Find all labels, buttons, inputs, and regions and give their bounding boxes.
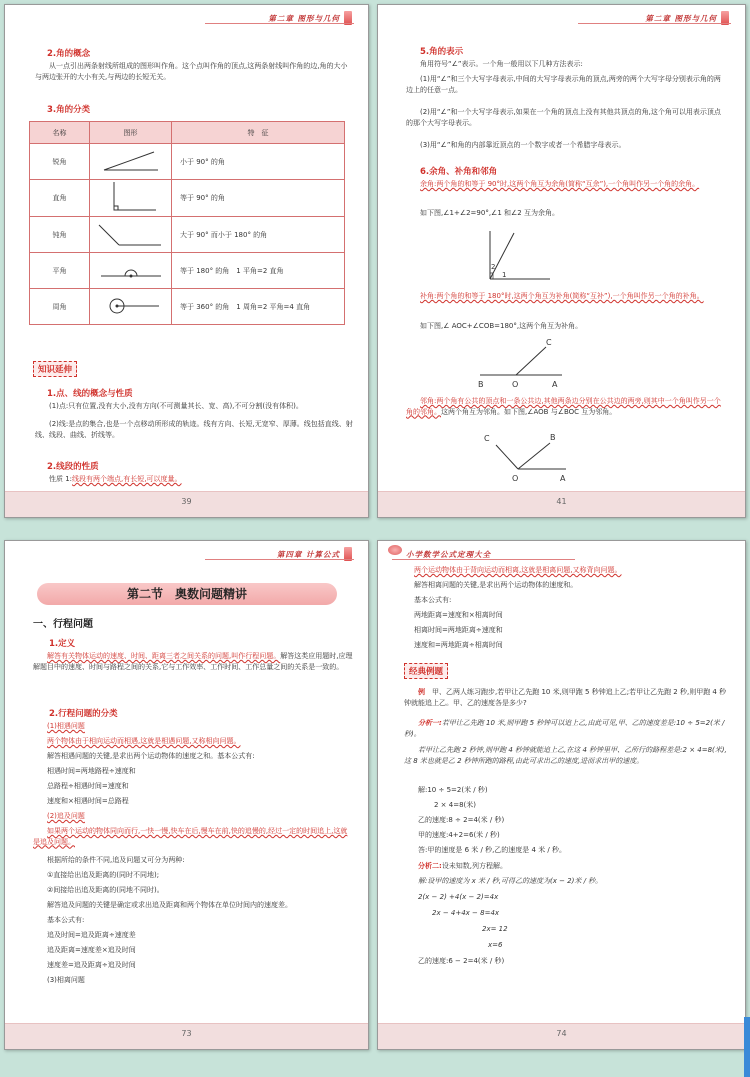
running-head: 第二章 图形与几何 [268,14,340,23]
analysis-2-label: 分析二: [418,862,442,870]
complementary-definition: 余角:两个角的和等于 90°时,这两个角互为余角(简称“互余”),一个角叫作另一个角的余角。 [420,180,700,188]
row-feature: 小于 90° 的角 [172,144,345,180]
adjacent-definition-text: 邻角:两个角有公共的顶点和一条公共边,其他两条边分别在公共边的两旁,则其中一个角叫作另一个角的邻角。 [406,397,721,416]
fig2-label-a: A [552,380,558,389]
line-property: (2)线:是点的集合,也是一个点移动所形成的轨迹。线有方向、长短,无宽窄、厚薄。线包括直线、射线、线段、曲线、折线等。 [35,420,353,439]
page-73 [4,540,369,1050]
section-title: 第二节 奥数问题精讲 [37,583,337,605]
meeting-key: 解答相遇问题的关键,是求出两个运动物体的速度之和。基本公式有: [47,752,255,760]
segment-property [49,474,182,485]
notation-method-3: (3)用“∠”和角的内部靠近顶点的一个数字或者一个希腊字母表示。 [420,141,626,149]
chase-formula-intro: 基本公式有: [47,916,85,924]
fig3-label-a: A [560,474,566,483]
page-41 [377,4,746,518]
adjacent-definition [406,396,726,417]
row-feature: 等于 360° 的角 1 周角=2 平角=4 直角 [172,289,345,325]
table-row [30,217,345,253]
fig2-label-c: C [546,338,552,347]
notation-intro: 角用符号“∠”表示。一个角一般用以下几种方法表示: [420,60,583,68]
page-footer [378,491,745,517]
chase-formula-2: 追及距离=速度差×追及时间 [47,946,136,954]
segment-heading: 2.线段的性质 [47,462,99,472]
header-rule [392,559,575,560]
fig3-label-c: C [484,434,490,443]
page-number: 39 [181,497,192,506]
row-feature: 等于 180° 的角 1 平角=2 直角 [172,253,345,289]
equation-line-4: x=6 [488,941,503,949]
meeting-definition: 两个物体由于相向运动而相遇,这就是相遇问题,又称相向问题。 [47,737,241,745]
header-rule [205,559,354,560]
meeting-title: (1)相遇问题 [47,722,85,730]
notation-method-2: (2)用“∠”和一个大写字母表示,如果在一个角的顶点上没有其他共顶点的角,这个角可以用表示顶点的那个大写字母表示。 [406,108,721,127]
table-row [30,180,345,217]
right-angle-figure [90,180,172,217]
header-rule [578,23,731,24]
row-name: 锐角 [30,144,90,180]
comp-heading: 6.余角、补角和邻角 [420,167,498,177]
separation-definition: 两个运动物体由于背向运动而相离,这就是相离问题,又称背向问题。 [414,566,622,574]
separation-formula-2: 相离时间=两地距离÷速度和 [414,626,503,634]
col-feature: 特 征 [172,122,345,144]
point-line-heading: 1.点、线的概念与性质 [47,389,133,399]
page-number: 74 [556,1029,567,1038]
fig1-label-2: 2 [491,263,496,271]
col-name: 名称 [30,122,90,144]
analysis-1-label: 分析一: [418,719,442,727]
knowledge-extension-tag: 知识延伸 [33,361,77,377]
table-header-row [30,122,345,144]
example-label: 例 [418,688,425,696]
row-name: 钝角 [30,217,90,253]
solution-1-line-4: 甲的速度:4+2=6(米 / 秒) [418,831,500,839]
classification-heading: 2.行程问题的分类 [49,709,118,719]
adjacent-example: 这两个角互为邻角。如下图,∠AOB 与∠BOC 互为邻角。 [441,407,617,416]
row-name: 平角 [30,253,90,289]
solution-1-line-2: 2 × 4=8(米) [434,801,477,809]
separation-formula-intro: 基本公式有: [414,596,452,604]
fig2-label-o: O [512,380,519,389]
page-39 [4,4,369,518]
angle-concept-heading: 2.角的概念 [47,49,91,59]
notation-method-1: (1)用“∠”和三个大写字母表示,中间的大写字母表示角的顶点,两旁的两个大写字母分别表示角的两边上的任意一点。 [406,75,721,94]
analysis-2 [418,861,507,872]
running-head: 第二章 图形与几何 [645,14,717,23]
table-row [30,144,345,180]
fig3-label-o: O [512,474,519,483]
supplementary-definition: 补角:两个角的和等于 180°时,这两个角互为补角(简称“互补”),一个角叫作另一个角的补角。 [420,292,704,300]
meeting-formula-3: 速度和×相遇时间=总路程 [47,797,129,805]
chase-formula-1: 追及时间=追及距离÷速度差 [47,931,136,939]
complementary-example: 如下图,∠1+∠2=90°,∠1 和∠2 互为余角。 [420,209,559,217]
solution-1-answer: 答:甲的速度是 6 米 / 秒,乙的速度是 4 米 / 秒。 [418,846,567,854]
notation-heading: 5.角的表示 [420,47,464,57]
example-text: 甲、乙两人练习跑步,若甲让乙先跑 10 米,则甲跑 5 秒钟追上乙;若甲让乙先跑 2 秒,则甲跑 4 秒钟就能追上乙。甲、乙的速度各是多少? [404,688,727,707]
solution-1-line-1: 解:10 ÷ 5=2(米 / 秒) [418,786,488,794]
fig3-label-b: B [550,433,556,442]
row-name: 周角 [30,289,90,325]
complementary-figure [478,225,558,287]
fig2-label-b: B [478,380,484,389]
obtuse-angle-figure [90,217,172,253]
running-head: 第四章 计算公式 [276,550,340,559]
page-74 [377,540,746,1050]
angle-concept-body: 从一点引出两条射线所组成的图形叫作角。这个点叫作角的顶点,这两条射线叫作角的边,角的大小与两边张开的大小有关,与两边的长短无关。 [35,62,348,81]
chase-title: (2)追及问题 [47,812,85,820]
separation-formula-3: 速度和=两地距离÷相离时间 [414,641,503,649]
acute-angle-figure [90,144,172,180]
table-row [30,289,345,325]
row-feature: 等于 90° 的角 [172,180,345,217]
scroll-indicator [744,1017,750,1077]
equation-line-3: 2x= 12 [482,925,508,933]
angle-table [29,121,345,325]
page-number: 73 [181,1029,192,1038]
separation-formula-1: 两地距离=速度和×相离时间 [414,611,503,619]
equation-line-1: 2(x − 2) +4(x − 2)=4x [418,893,499,901]
analysis-1 [404,718,728,739]
segment-text: 线段有两个端点,有长短,可以度量。 [72,475,182,483]
equation-line-2: 2x − 4+4x − 8=4x [432,909,500,917]
table-row [30,253,345,289]
supplementary-example: 如下图,∠ AOC+∠COB=180°,这两个角互为补角。 [420,322,583,330]
point-property: (1)点:只有位置,没有大小,没有方向(不可测量其长、宽、高),不可分割(没有体积)。 [49,402,303,410]
supplementary-figure [474,337,574,393]
solution-2-intro: 解:设甲的速度为 x 米 / 秒,可得乙的速度为(x − 2)米 / 秒。 [418,877,603,885]
analysis-2-text: 设未知数,列方程解。 [441,862,508,870]
page-number: 41 [556,497,567,506]
chase-type-1: ①直接给出追及距离的(同时不同地); [47,871,160,879]
chase-definition: 如果两个运动的物体同向而行,一快一慢,快车在后,慢车在前,快的追慢的,经过一定的时间追上,这就是追及问题。 [33,827,348,846]
page-footer [378,1023,745,1049]
definition-heading: 1.定义 [49,639,76,649]
meeting-formula-2: 总路程÷相遇时间=速度和 [47,782,129,790]
page-footer [5,1023,368,1049]
definition-black: 解答这类应用题时,应理解题目中的速度、时间与路程之间的关系,它与工作效率、工作时间、工作总量之间的关系是一致的。 [33,652,353,671]
chase-key: 解答追及问题的关键是确定或求出追及距离和两个物体在单位时间内的速度差。 [47,901,292,909]
row-name: 直角 [30,180,90,217]
angle-types-heading: 3.角的分类 [47,105,91,115]
solution-2-answer: 乙的速度:6 − 2=4(米 / 秒) [418,957,505,965]
chase-condition: 根据所给的条件不同,追及问题又可分为两种: [47,856,185,864]
chase-formula-3: 速度差=追及距离÷追及时间 [47,961,136,969]
classic-example-tag: 经典例题 [404,663,448,679]
straight-angle-figure [90,253,172,289]
adjacent-figure [478,429,578,485]
definition-red: 解答有关物体运动的速度、时间、距离三者之间关系的问题,叫作行程问题。 [47,652,281,660]
separation-key: 解答相离问题的关键,是求出两个运动物体的速度和。 [414,581,578,589]
separation-title: (3)相离问题 [47,976,85,984]
full-angle-figure [90,289,172,325]
solution-1-line-3: 乙的速度:8 ÷ 2=4(米 / 秒) [418,816,505,824]
meeting-formula-1: 相遇时间=两地路程÷速度和 [47,767,136,775]
analysis-1b: 若甲让乙先跑 2 秒钟,则甲跑 4 秒钟就能追上乙,在这 4 秒钟里甲、乙所行的路程差是:2 × 4=8(米),这 8 米也就是乙 2 秒钟所跑的路程,由此可求出乙的速度,进而求出甲的速度。 [404,746,727,765]
definition-body [33,651,353,672]
running-head: 小学数学公式定理大全 [406,550,491,559]
header-rule [205,23,354,24]
fig1-label-1: 1 [502,271,507,279]
page-footer [5,491,368,517]
chase-type-2: ②间接给出追及距离的(同地不同时)。 [47,886,164,894]
example-problem [404,687,728,708]
analysis-1-text: 若甲让乙先跑 10 米,则甲跑 5 秒钟可以追上乙,由此可见,甲、乙的速度差是:10 ÷ 5=2(米 / 秒)。 [404,719,725,738]
segment-prefix: 性质 1: [49,475,73,483]
header-flower-icon [388,545,402,555]
topic-heading: 一、行程问题 [33,619,93,630]
col-figure: 图形 [90,122,172,144]
row-feature: 大于 90° 而小于 180° 的角 [172,217,345,253]
